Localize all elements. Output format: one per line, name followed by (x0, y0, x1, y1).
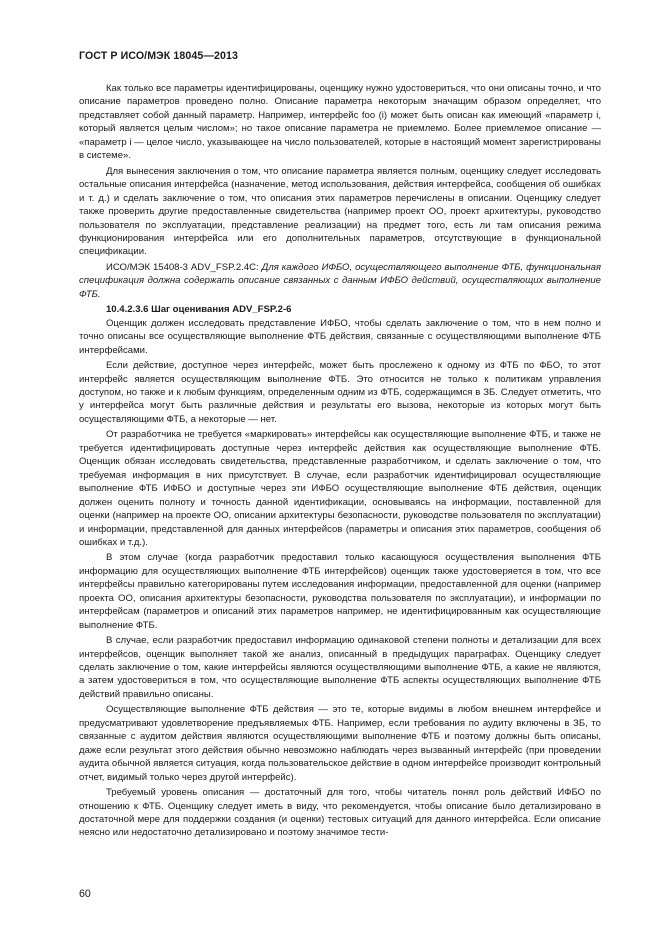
page-number: 60 (79, 888, 91, 900)
paragraph: В этом случае (когда разработчик предоставил только касающуюся осуществления выполнения ФТБ информацию для осуществляющих выполнение ФТБ интерфейсов) оценщик также удостоверяется в том, что все интерфейсы правильно категорированы путем исследования информации, предоставленной для оценки (например проекта ОО, описания архитектуры безопасности, руководства пользователя по эксплуатации), и информации по интерфейсам (параметров и описаний этих параметров например, не идентифицированным как осуществляющие выполнение ФТБ. (79, 552, 601, 631)
document-header: ГОСТ Р ИСО/МЭК 18045—2013 (79, 50, 238, 62)
document-body (79, 82, 601, 842)
iso-reference-text: Для каждого ИФБО, осуществляющего выполнение ФТБ, функциональная спецификация должна содержать описание связанных с данным ИФБО действий, осуществляющих выполнение ФТБ. (79, 261, 602, 300)
paragraph: Требуемый уровень описания — достаточный для того, чтобы читатель понял роль действий ИФБО по отношению к ФТБ. Оценщику следует иметь в виду, что рекомендуется, чтобы описание было детализировано в достаточной мере для поддержки создания (и оценки) тестовых ситуаций для данного интерфейса. Если описание неясно или недостаточно детализировано и поэтому значимое тести- (79, 787, 601, 839)
paragraph: От разработчика не требуется «маркировать» интерфейсы как осуществляющие выполнение ФТБ, и также не требуется идентифицировать доступные через интерфейс действия как осуществляющие выполнение ФТБ. Оценщик обязан исследовать свидетельства, представленные разработчиком, и сделать заключение о том, что требуемая информация в них присутствует. В случае, если разработчик идентифицировал осуществляющие выполнение ФТБ ИФБО и доступные через эти ИФБО осуществляющие выполнение ФТБ действия, оценщик должен оценить полноту и точность данной идентификации, основываясь на информации, поставленной для оценки (например на проекте ОО, описании архитектуры безопасности, руководстве пользователя по эксплуатации) и информации, представленной для данных интерфейсов (параметры и описания этих параметров, сообщения об ошибках и т.д.). (79, 429, 601, 548)
paragraph: Для вынесения заключения о том, что описание параметра является полным, оценщику следует исследовать остальные описания интерфейса (назначение, метод использования, действия интерфейса, сообщения об ошибках и т. д.) и сделать заключение о том, что описания этих параметров перечислены в описании. Оценщику следует также проверить другие предоставленные свидетельства (например проект ОО, проект архитектуры, руководство пользователя по эксплуатации, представление реализации) на предмет того, есть ли там описания режима функционирования интерфейса или его дополнительных параметров, отсутствующие в функциональной спецификации. (79, 165, 601, 258)
paragraph: Как только все параметры идентифицированы, оценщику нужно удостовериться, что они описаны точно, и что описание параметров проведено полно. Описание параметра некоторым значащим образом определяет, что представляет собой данный параметр. Например, интерфейс foo (i) может быть описан как имеющий «параметр i, который является целым числом»; но такое описание параметра не приемлемо. Более приемлемое описание — «параметр i — целое число, указывающее на число пользователей, которые в настоящий момент зарегистрированы в системе». (79, 83, 601, 162)
section-heading: 10.4.2.3.6 Шаг оценивания ADV_FSP.2-6 (106, 304, 292, 316)
paragraph: Если действие, доступное через интерфейс, может быть прослежено к одному из ФТБ по ФБО, то этот интерфейс является осуществляющим выполнение ФТБ. Это относится не только к политикам управления доступом, но также и к любым функциям, определенным одним из ФТБ, содержащимся в ЗБ. Следует отметить, что у интерфейса могут быть различные действия и результаты его вызова, некоторые из которых могут быть осуществляющими ФТБ, а некоторые — нет. (79, 360, 601, 425)
iso-reference-label: ИСО/МЭК 15408-3 ADV_FSP.2.4C: (106, 261, 259, 273)
paragraph: В случае, если разработчик предоставил информацию одинаковой степени полноты и детализации для всех интерфейсов, оценщик выполняет такой же анализ, описанный в предыдущих параграфах. Оценщику следует сделать заключение о том, какие интерфейсы являются осуществляющими выполнение ФТБ, а какие не являются, а затем удостовериться в том, что осуществляющие выполнение ФТБ аспекты осуществляющих выполнение ФТБ действий правильно описаны. (79, 635, 601, 700)
paragraph: Оценщик должен исследовать представление ИФБО, чтобы сделать заключение о том, что в нем полно и точно описаны все осуществляющие выполнение ФТБ действия, связанные с осуществляющими выполнение ФТБ интерфейсами. (79, 317, 601, 356)
paragraph: Осуществляющие выполнение ФТБ действия — это те, которые видимы в любом внешнем интерфейсе и предусматривают удовлетворение предъявляемых ФТБ. Например, если требования по аудиту включены в ЗБ, то связанные с аудитом действия являются осуществляющими выполнение ФТБ и поэтому должны быть описаны, даже если результат этого действия обычно невозможно наблюдать через вызванный интерфейс (при проведении аудита обычной является ситуация, когда пользовательское действие в одном интерфейсе производит контрольный отчет, видимый только через другой интерфейс). (79, 704, 601, 783)
iso-reference (79, 261, 601, 301)
